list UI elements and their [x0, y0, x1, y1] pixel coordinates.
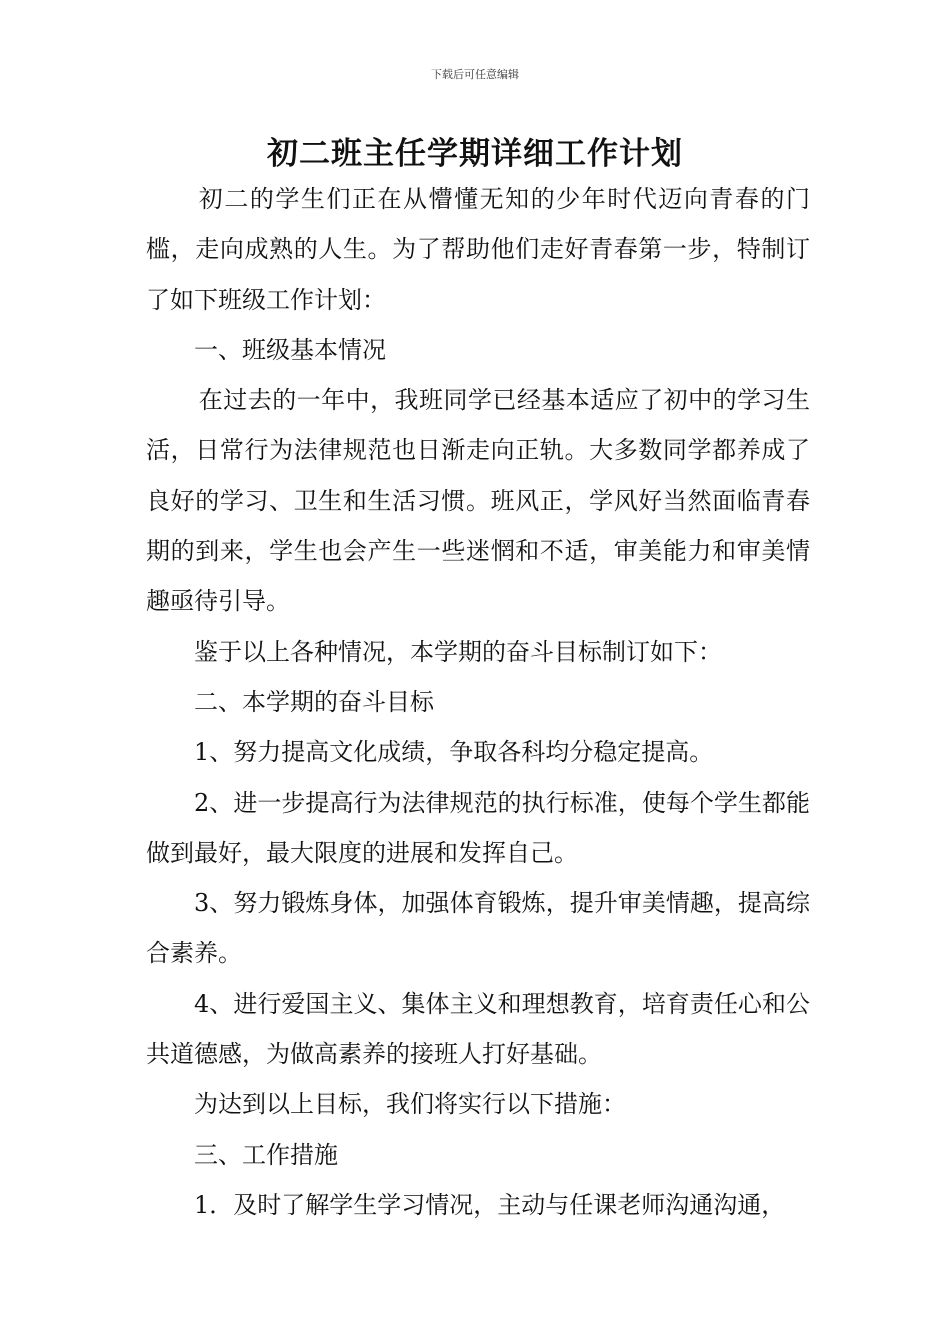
section-heading-measures: 三、工作措施 — [194, 1140, 338, 1169]
goal-item-2: 2、进一步提高行为法律规范的执行标准，使每个学生都能做到最好，最大限度的进展和发挥自己。 — [146, 788, 810, 867]
paragraph-intro: 初二的学生们正在从懵懂无知的少年时代迈向青春的门槛，走向成熟的人生。为了帮助他们走好青春第一步，特制订了如下班级工作计划： — [146, 185, 810, 314]
measure-item-1: 1．及时了解学生学习情况，主动与任课老师沟通沟通， — [194, 1190, 786, 1219]
document-body — [146, 174, 810, 1230]
goal-item-1: 1、努力提高文化成绩，争取各科均分稳定提高。 — [194, 738, 714, 767]
paragraph-measures-intro: 为达到以上目标，我们将实行以下措施： — [194, 1090, 626, 1119]
section-heading-class-situation: 一、班级基本情况 — [194, 335, 386, 364]
section-heading-goals: 二、本学期的奋斗目标 — [194, 687, 434, 716]
paragraph-goals-intro: 鉴于以上各种情况，本学期的奋斗目标制订如下： — [194, 637, 722, 666]
goal-item-4: 4、进行爱国主义、集体主义和理想教育，培育责任心和公共道德感，为做高素养的接班人打好基础。 — [146, 989, 810, 1069]
goal-item-3: 3、努力锻炼身体，加强体育锻炼，提升审美情趣，提高综合素养。 — [146, 889, 810, 968]
header-note: 下载后可任意编辑 — [431, 68, 519, 81]
document-title: 初二班主任学期详细工作计划 — [267, 136, 683, 172]
paragraph-class-situation: 在过去的一年中，我班同学已经基本适应了初中的学习生活，日常行为法律规范也日渐走向正轨。大多数同学都养成了良好的学习、卫生和生活习惯。班风正，学风好当然面临青春期的到来，学生也会产生一些迷惘和不适，审美能力和审美情趣亟待引导。 — [146, 386, 810, 616]
